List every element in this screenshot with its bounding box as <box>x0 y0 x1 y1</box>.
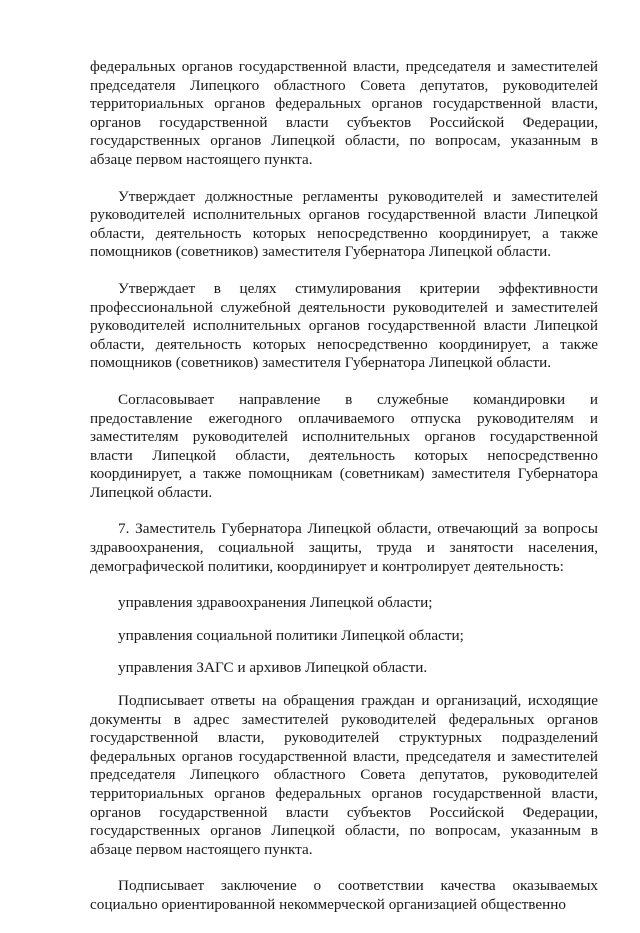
paragraph-continuation: федеральных органов государственной власти, председателя и заместителей председателя Липецкого областного Совета депутатов, руководителей территориальных органов федеральных органов государственной власти, органов государственной власти субъектов Российской Федерации, государственных органов Липецкой области, по вопросам, указанным в абзаце первом настоящего пункта. <box>90 58 598 168</box>
paragraph-signs-conclusion: Подписывает заключение о соответствии качества оказываемых социально ориентированной некоммерческой организацией общественно <box>90 877 598 913</box>
paragraph-agrees-business-trips: Согласовывает направление в служебные командировки и предоставление ежегодного оплачиваемого отпуска руководителям и заместителям руководителей исполнительных органов государственной власти Липецкой области, деятельность которых непосредственно координирует, а также помощникам (советникам) заместителя Губернатора Липецкой области. <box>90 390 598 501</box>
paragraph-item-7: 7. Заместитель Губернатора Липецкой области, отвечающий за вопросы здравоохранения, социальной защиты, труда и занятости населения, демографической политики, координирует и контролирует деятельность: <box>90 520 598 575</box>
paragraph-signs-answers: Подписывает ответы на обращения граждан и организаций, исходящие документы в адрес заместителей руководителей федеральных органов государственной власти, руководителей структурных подразделений федеральных органов государственной власти, председателя и заместителей председателя Липецкого областного Совета депутатов, руководителей территориальных органов федеральных органов государственной власти, органов государственной власти субъектов Российской Федерации, государственных органов Липецкой области, по вопросам, указанным в абзаце первом настоящего пункта. <box>90 692 598 858</box>
list-item-health-department: управления здравоохранения Липецкой области; <box>118 594 433 612</box>
document-page <box>90 58 598 933</box>
list-item-social-policy-department: управления социальной политики Липецкой области; <box>118 626 464 644</box>
paragraph-approves-regulations: Утверждает должностные регламенты руководителей и заместителей руководителей исполнительных органов государственной власти Липецкой области, деятельность которых непосредственно координирует, а также помощников (советников) заместителя Губернатора Липецкой области. <box>90 187 598 261</box>
list-item-zags-archives-department: управления ЗАГС и архивов Липецкой области. <box>118 659 428 677</box>
paragraph-approves-criteria: Утверждает в целях стимулирования критерии эффективности профессиональной служебной деятельности руководителей и заместителей руководителей исполнительных органов государственной власти Липецкой области, деятельность которых непосредственно координирует, а также помощников (советников) заместителя Губернатора Липецкой области. <box>90 279 598 372</box>
